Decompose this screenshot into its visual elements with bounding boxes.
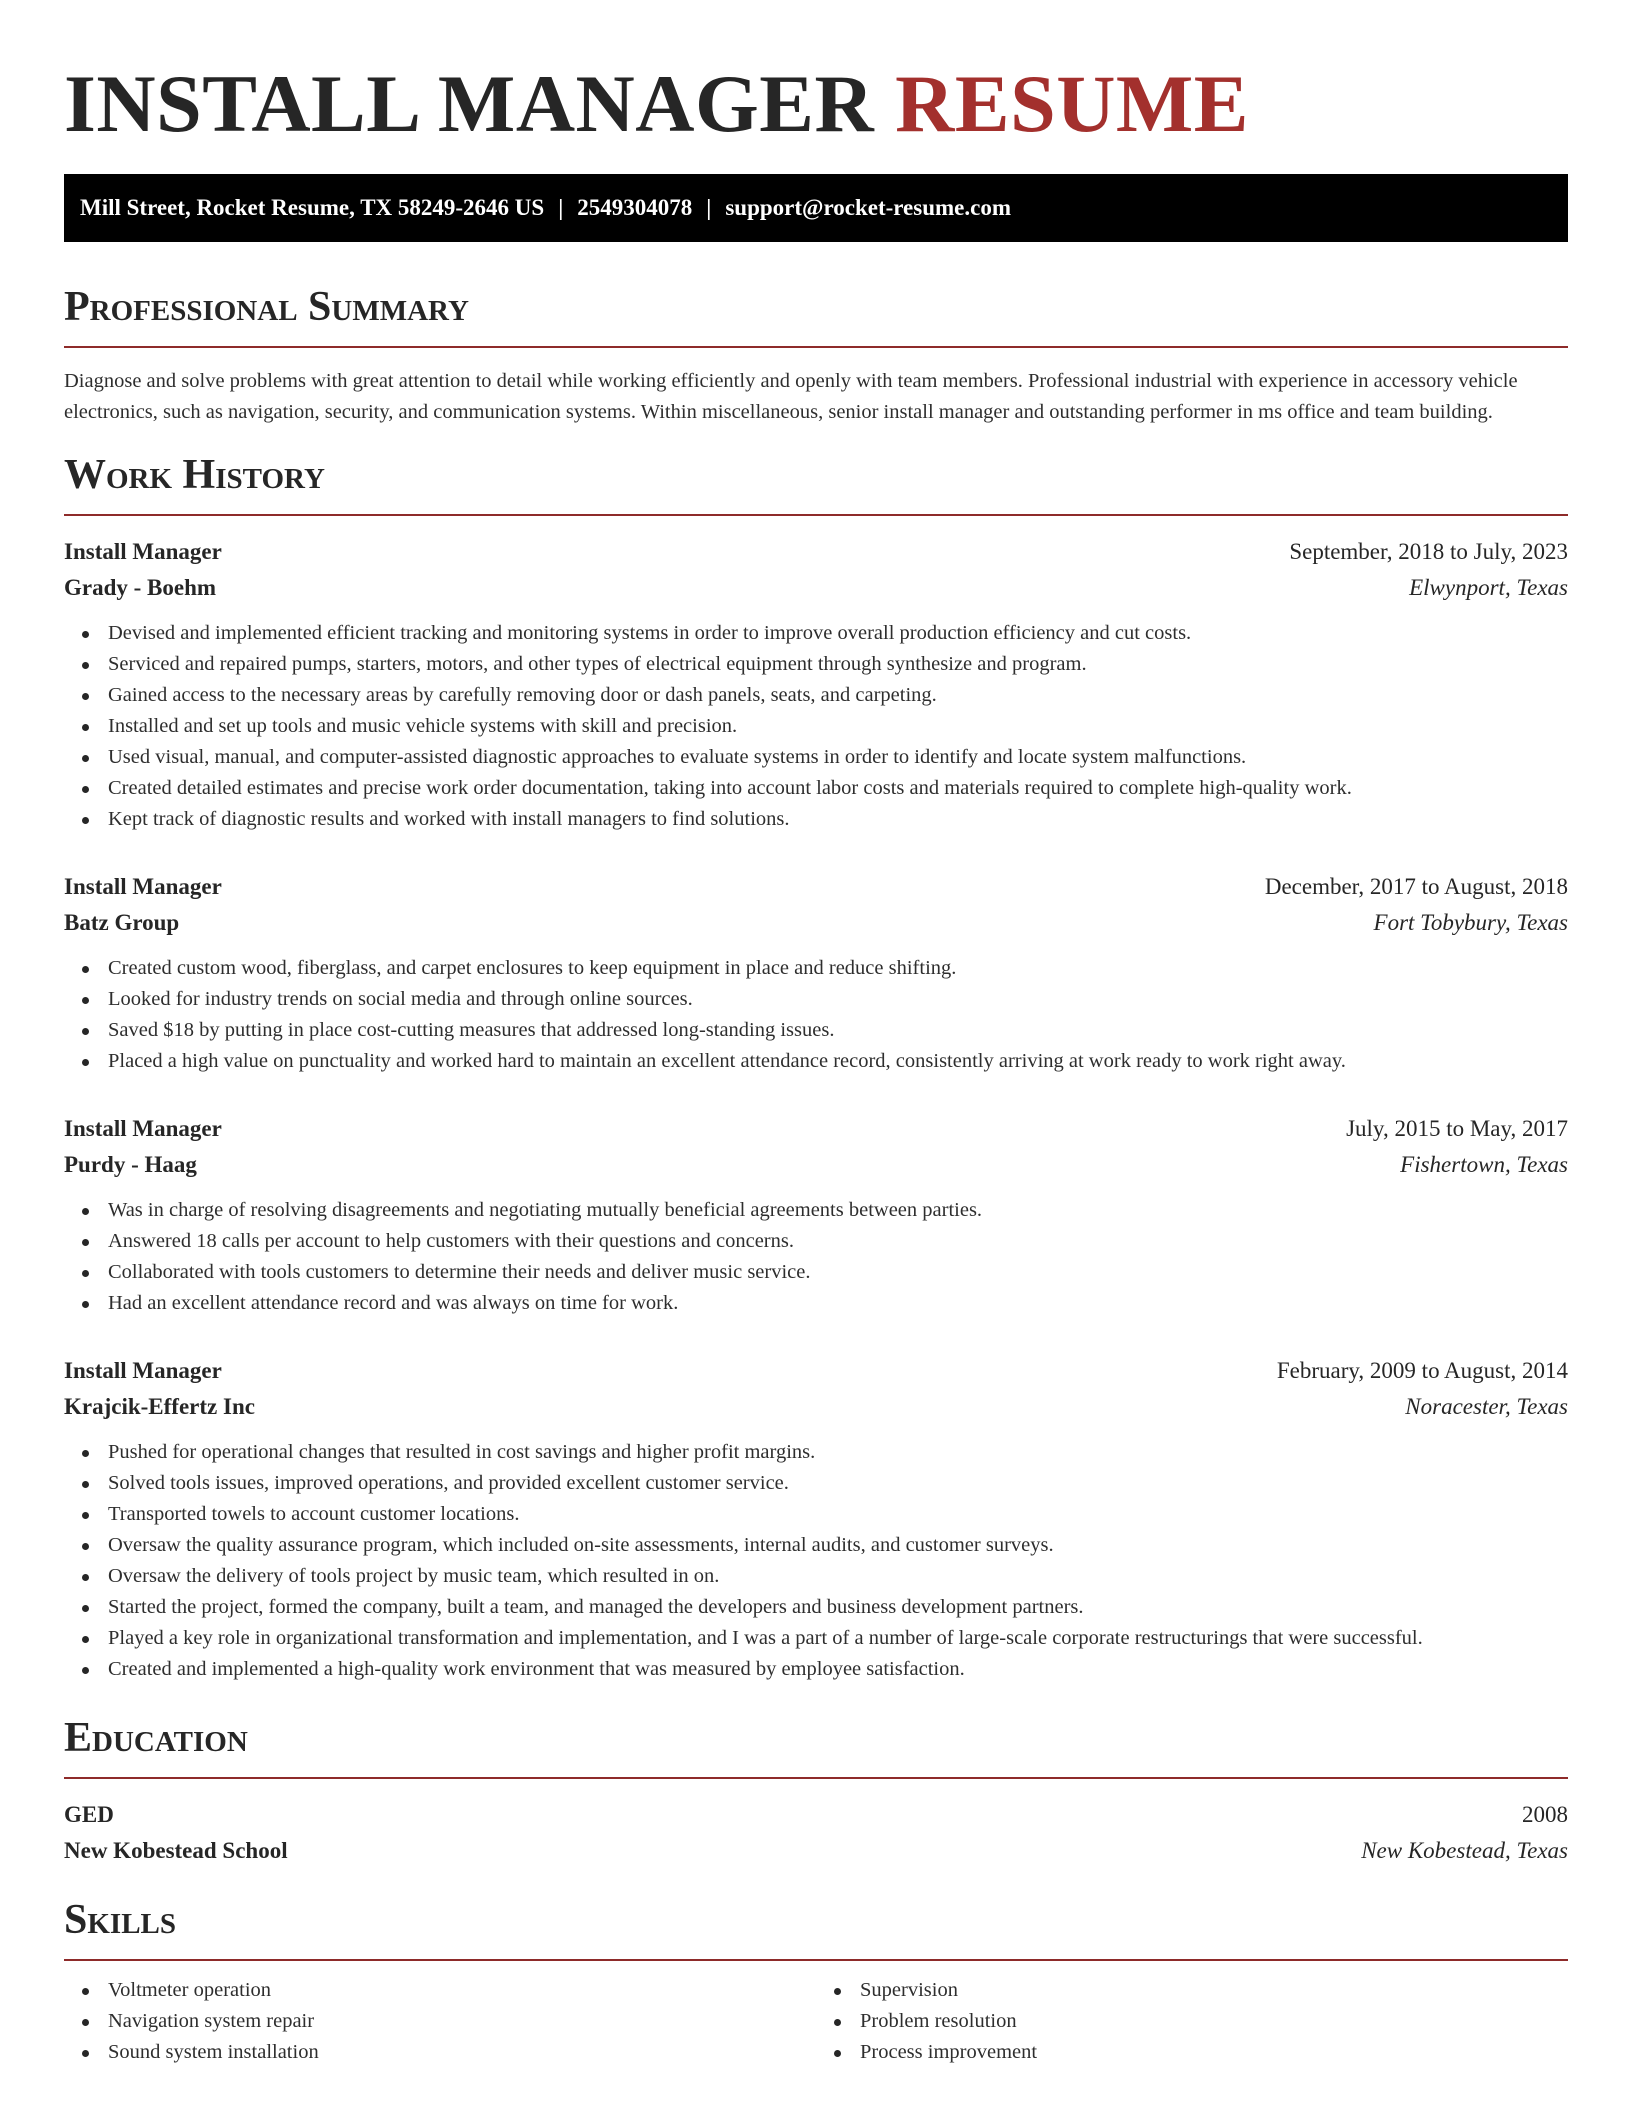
title-main: INSTALL MANAGER xyxy=(64,58,875,149)
skills-right-list xyxy=(816,1975,1568,2068)
job-bullet: Solved tools issues, improved operations, and provided excellent customer service. xyxy=(108,1468,1568,1499)
job-bullet: Serviced and repaired pumps, starters, motors, and other types of electrical equipment through synthesize and program. xyxy=(108,649,1568,680)
skill-item: Supervision xyxy=(860,1975,1568,2006)
job-entry xyxy=(64,1353,1568,1685)
skills-columns xyxy=(64,1975,1568,2068)
contact-email[interactable]: support@rocket-resume.com xyxy=(725,195,1011,220)
job-bullet: Devised and implemented efficient tracking and monitoring systems in order to improve overall production efficiency and cut costs. xyxy=(108,618,1568,649)
job-location: Fort Tobybury, Texas xyxy=(1373,910,1568,935)
job-header-row xyxy=(64,1111,1568,1147)
job-dates: February, 2009 to August, 2014 xyxy=(1276,1358,1568,1383)
skill-item: Sound system installation xyxy=(108,2037,816,2068)
job-bullet-list xyxy=(64,1195,1568,1319)
job-location: Noracester, Texas xyxy=(1405,1394,1568,1419)
job-company-row xyxy=(64,1147,1568,1183)
skills-left-list xyxy=(64,1975,816,2068)
job-bullet-list xyxy=(64,618,1568,835)
job-bullet: Had an excellent attendance record and was always on time for work. xyxy=(108,1288,1568,1319)
job-company: Krajcik-Effertz Inc xyxy=(64,1394,255,1419)
job-header-row xyxy=(64,869,1568,905)
job-list xyxy=(64,534,1568,1685)
job-bullet: Placed a high value on punctuality and worked hard to maintain an excellent attendance record, consistently arriving at work ready to work right away. xyxy=(108,1046,1568,1077)
job-bullet: Transported towels to account customer locations. xyxy=(108,1499,1568,1530)
job-title: Install Manager xyxy=(64,539,222,564)
job-bullet: Looked for industry trends on social media and through online sources. xyxy=(108,984,1568,1015)
contact-bar xyxy=(64,174,1568,242)
job-bullet: Started the project, formed the company, built a team, and managed the developers and business development partners. xyxy=(108,1592,1568,1623)
education-degree: GED xyxy=(64,1802,114,1827)
page-title xyxy=(64,0,1568,160)
job-bullet: Pushed for operational changes that resulted in cost savings and higher profit margins. xyxy=(108,1437,1568,1468)
education-location: New Kobestead, Texas xyxy=(1361,1838,1568,1863)
skills-section xyxy=(64,1895,1568,2068)
skill-item: Problem resolution xyxy=(860,2006,1568,2037)
job-location: Fishertown, Texas xyxy=(1400,1152,1568,1177)
job-bullet: Oversaw the quality assurance program, which included on-site assessments, internal audits, and customer surveys. xyxy=(108,1530,1568,1561)
job-bullet: Was in charge of resolving disagreements and negotiating mutually beneficial agreements between parties. xyxy=(108,1195,1568,1226)
job-company-row xyxy=(64,905,1568,941)
summary-heading: Professional Summary xyxy=(64,282,1568,348)
education-row xyxy=(64,1797,1568,1833)
job-bullet-list xyxy=(64,953,1568,1077)
job-bullet: Saved $18 by putting in place cost-cutting measures that addressed long-standing issues. xyxy=(108,1015,1568,1046)
job-entry xyxy=(64,869,1568,1077)
job-bullet: Created custom wood, fiberglass, and carpet enclosures to keep equipment in place and reduce shifting. xyxy=(108,953,1568,984)
job-company: Grady - Boehm xyxy=(64,575,217,600)
contact-separator: | xyxy=(558,195,564,220)
job-title: Install Manager xyxy=(64,1358,222,1383)
job-bullet: Kept track of diagnostic results and worked with install managers to find solutions. xyxy=(108,804,1568,835)
job-bullet: Used visual, manual, and computer-assisted diagnostic approaches to evaluate systems in order to identify and locate system malfunctions. xyxy=(108,742,1568,773)
job-bullet: Created detailed estimates and precise work order documentation, taking into account labor costs and materials required to complete high-quality work. xyxy=(108,773,1568,804)
job-bullet: Answered 18 calls per account to help customers with their questions and concerns. xyxy=(108,1226,1568,1257)
skill-item: Navigation system repair xyxy=(108,2006,816,2037)
job-header-row xyxy=(64,1353,1568,1389)
job-company-row xyxy=(64,570,1568,606)
work-heading: Work History xyxy=(64,450,1568,516)
education-section xyxy=(64,1713,1568,1869)
job-bullet: Gained access to the necessary areas by carefully removing door or dash panels, seats, and carpeting. xyxy=(108,680,1568,711)
job-entry xyxy=(64,534,1568,835)
skills-heading: Skills xyxy=(64,1895,1568,1961)
job-bullet: Installed and set up tools and music vehicle systems with skill and precision. xyxy=(108,711,1568,742)
job-bullet: Collaborated with tools customers to determine their needs and deliver music service. xyxy=(108,1257,1568,1288)
skill-item: Process improvement xyxy=(860,2037,1568,2068)
summary-text: Diagnose and solve problems with great attention to detail while working efficiently and openly with team members. Professional industrial with experience in accessory vehicle electronics, such as navigation, security, and communication systems. Within miscellaneous, senior install manager and outstanding performer in ms office and team building. xyxy=(64,370,1518,423)
job-entry xyxy=(64,1111,1568,1319)
job-company-row xyxy=(64,1389,1568,1425)
education-year: 2008 xyxy=(1522,1802,1568,1827)
job-dates: July, 2015 to May, 2017 xyxy=(1346,1116,1568,1141)
job-location: Elwynport, Texas xyxy=(1409,575,1568,600)
job-title: Install Manager xyxy=(64,874,222,899)
job-bullet: Oversaw the delivery of tools project by music team, which resulted in on. xyxy=(108,1561,1568,1592)
job-company: Purdy - Haag xyxy=(64,1152,197,1177)
job-company: Batz Group xyxy=(64,910,180,935)
work-section xyxy=(64,450,1568,1685)
summary-section xyxy=(64,282,1568,428)
education-row xyxy=(64,1833,1568,1869)
contact-separator: | xyxy=(706,195,712,220)
title-accent: RESUME xyxy=(895,58,1249,149)
job-dates: December, 2017 to August, 2018 xyxy=(1264,874,1568,899)
skill-item: Voltmeter operation xyxy=(108,1975,816,2006)
education-school: New Kobestead School xyxy=(64,1838,288,1863)
job-bullet: Played a key role in organizational transformation and implementation, and I was a part of a number of large-scale corporate restructurings that were successful. xyxy=(108,1623,1568,1654)
education-heading: Education xyxy=(64,1713,1568,1779)
education-entry xyxy=(64,1797,1568,1869)
job-header-row xyxy=(64,534,1568,570)
contact-address: Mill Street, Rocket Resume, TX 58249-2646 US xyxy=(80,195,545,220)
job-title: Install Manager xyxy=(64,1116,222,1141)
job-dates: September, 2018 to July, 2023 xyxy=(1289,539,1568,564)
job-bullet-list xyxy=(64,1437,1568,1685)
contact-phone[interactable]: 2549304078 xyxy=(577,195,693,220)
job-bullet: Created and implemented a high-quality work environment that was measured by employee satisfaction. xyxy=(108,1654,1568,1685)
